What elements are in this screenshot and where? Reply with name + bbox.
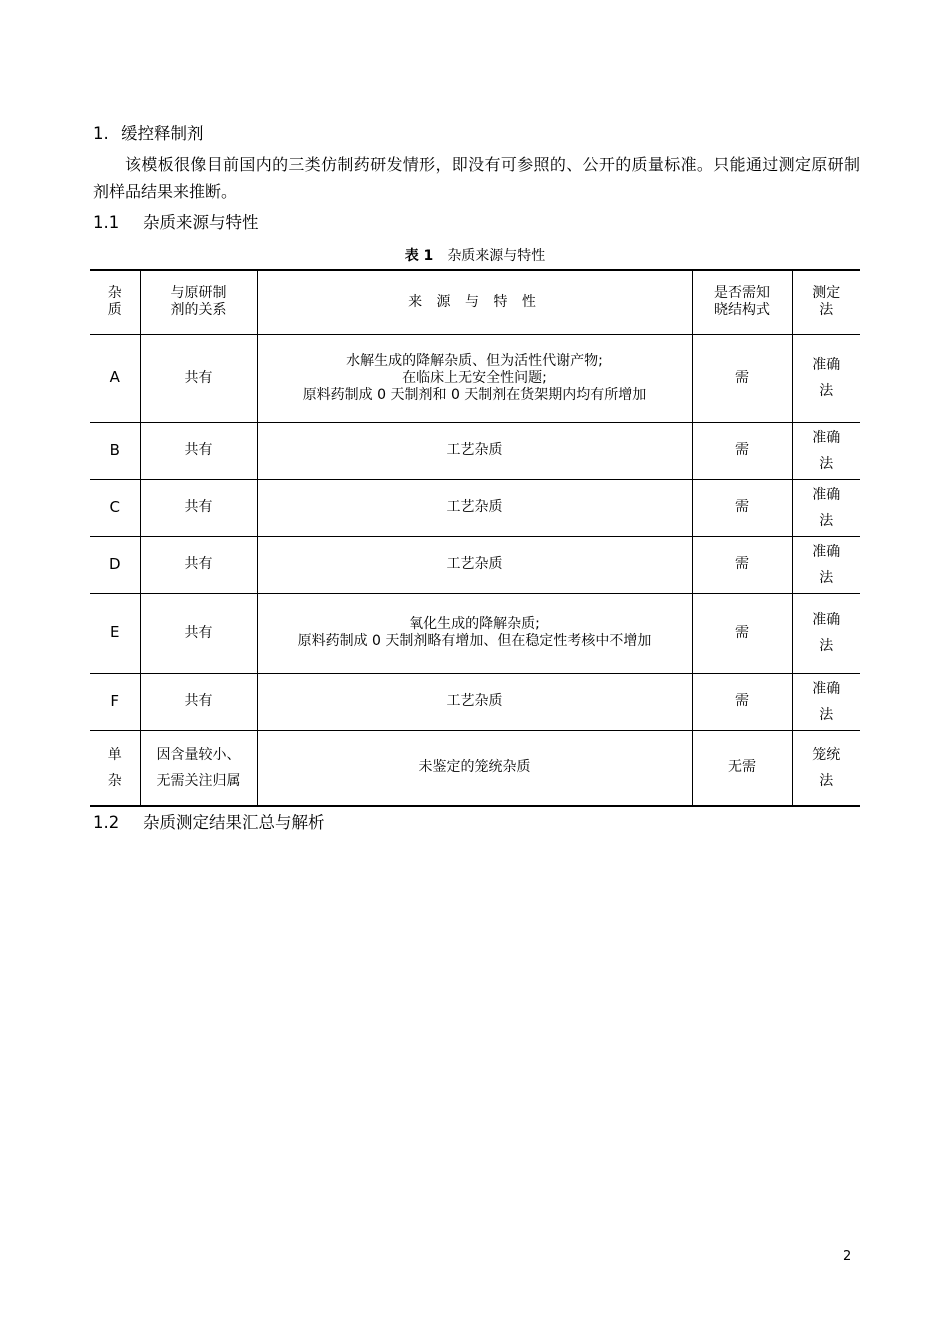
cell-need-structure: 需 <box>692 334 792 422</box>
cell-impurity-id: B <box>90 422 140 479</box>
header-source: 来 源 与 特 性 <box>257 270 692 334</box>
cell-impurity-id: C <box>90 479 140 536</box>
cell-relation: 共有 <box>140 536 257 593</box>
cell-source: 氧化生成的降解杂质; 原料药制成 0 天制剂略有增加、但在稳定性考核中不增加 <box>257 593 692 673</box>
cell-method: 准确法 <box>792 593 860 673</box>
cell-relation: 共有 <box>140 422 257 479</box>
cell-relation: 共有 <box>140 673 257 730</box>
header-relation: 与原研制剂的关系 <box>140 270 257 334</box>
cell-need-structure: 需 <box>692 673 792 730</box>
cell-need-structure: 需 <box>692 593 792 673</box>
cell-method: 准确法 <box>792 334 860 422</box>
table-row <box>90 593 860 673</box>
cell-impurity-id: F <box>90 673 140 730</box>
cell-need-structure: 无需 <box>692 730 792 806</box>
table-row <box>90 422 860 479</box>
table-caption-title: 杂质来源与特性 <box>447 248 546 264</box>
section-title: 杂质来源与特性 <box>143 213 259 232</box>
cell-relation: 共有 <box>140 479 257 536</box>
cell-impurity-id: E <box>90 593 140 673</box>
section-1-2-heading <box>93 812 325 834</box>
section-number: 1.1 <box>93 213 120 232</box>
section-number: 1. <box>93 124 109 143</box>
cell-method: 笼统法 <box>792 730 860 806</box>
cell-relation: 因含量较小、无需关注归属 <box>140 730 257 806</box>
table-row <box>90 730 860 806</box>
header-method: 测定法 <box>792 270 860 334</box>
impurity-table <box>90 269 860 807</box>
header-need-structure: 是否需知晓结构式 <box>692 270 792 334</box>
cell-method: 准确法 <box>792 536 860 593</box>
cell-source: 工艺杂质 <box>257 673 692 730</box>
cell-need-structure: 需 <box>692 536 792 593</box>
table-row <box>90 334 860 422</box>
section-number: 1.2 <box>93 813 120 832</box>
section-1-1-heading <box>93 212 259 234</box>
cell-relation: 共有 <box>140 334 257 422</box>
cell-method: 准确法 <box>792 673 860 730</box>
cell-source: 工艺杂质 <box>257 422 692 479</box>
section-1-heading <box>93 123 204 145</box>
cell-need-structure: 需 <box>692 479 792 536</box>
cell-impurity-id: 单杂 <box>90 730 140 806</box>
table-row <box>90 479 860 536</box>
section-title: 杂质测定结果汇总与解析 <box>143 813 325 832</box>
table-row <box>90 536 860 593</box>
cell-source: 未鉴定的笼统杂质 <box>257 730 692 806</box>
cell-method: 准确法 <box>792 422 860 479</box>
table-header-row <box>90 270 860 334</box>
cell-method: 准确法 <box>792 479 860 536</box>
header-impurity: 杂质 <box>90 270 140 334</box>
cell-need-structure: 需 <box>692 422 792 479</box>
cell-impurity-id: D <box>90 536 140 593</box>
cell-source: 水解生成的降解杂质、但为活性代谢产物; 在临床上无安全性问题; 原料药制成 0 天制剂和 0 天制剂在货架期内均有所增加 <box>257 334 692 422</box>
cell-relation: 共有 <box>140 593 257 673</box>
cell-source: 工艺杂质 <box>257 536 692 593</box>
intro-paragraph: 该模板很像目前国内的三类仿制药研发情形，即没有可参照的、公开的质量标准。只能通过测定原研制剂样品结果来推断。 <box>93 155 860 201</box>
cell-source: 工艺杂质 <box>257 479 692 536</box>
section-title: 缓控释制剂 <box>121 124 204 143</box>
table-caption-number: 表 1 <box>404 248 434 264</box>
page-number: 2 <box>843 1249 852 1264</box>
cell-impurity-id: A <box>90 334 140 422</box>
table-caption <box>90 246 860 266</box>
table-row <box>90 673 860 730</box>
